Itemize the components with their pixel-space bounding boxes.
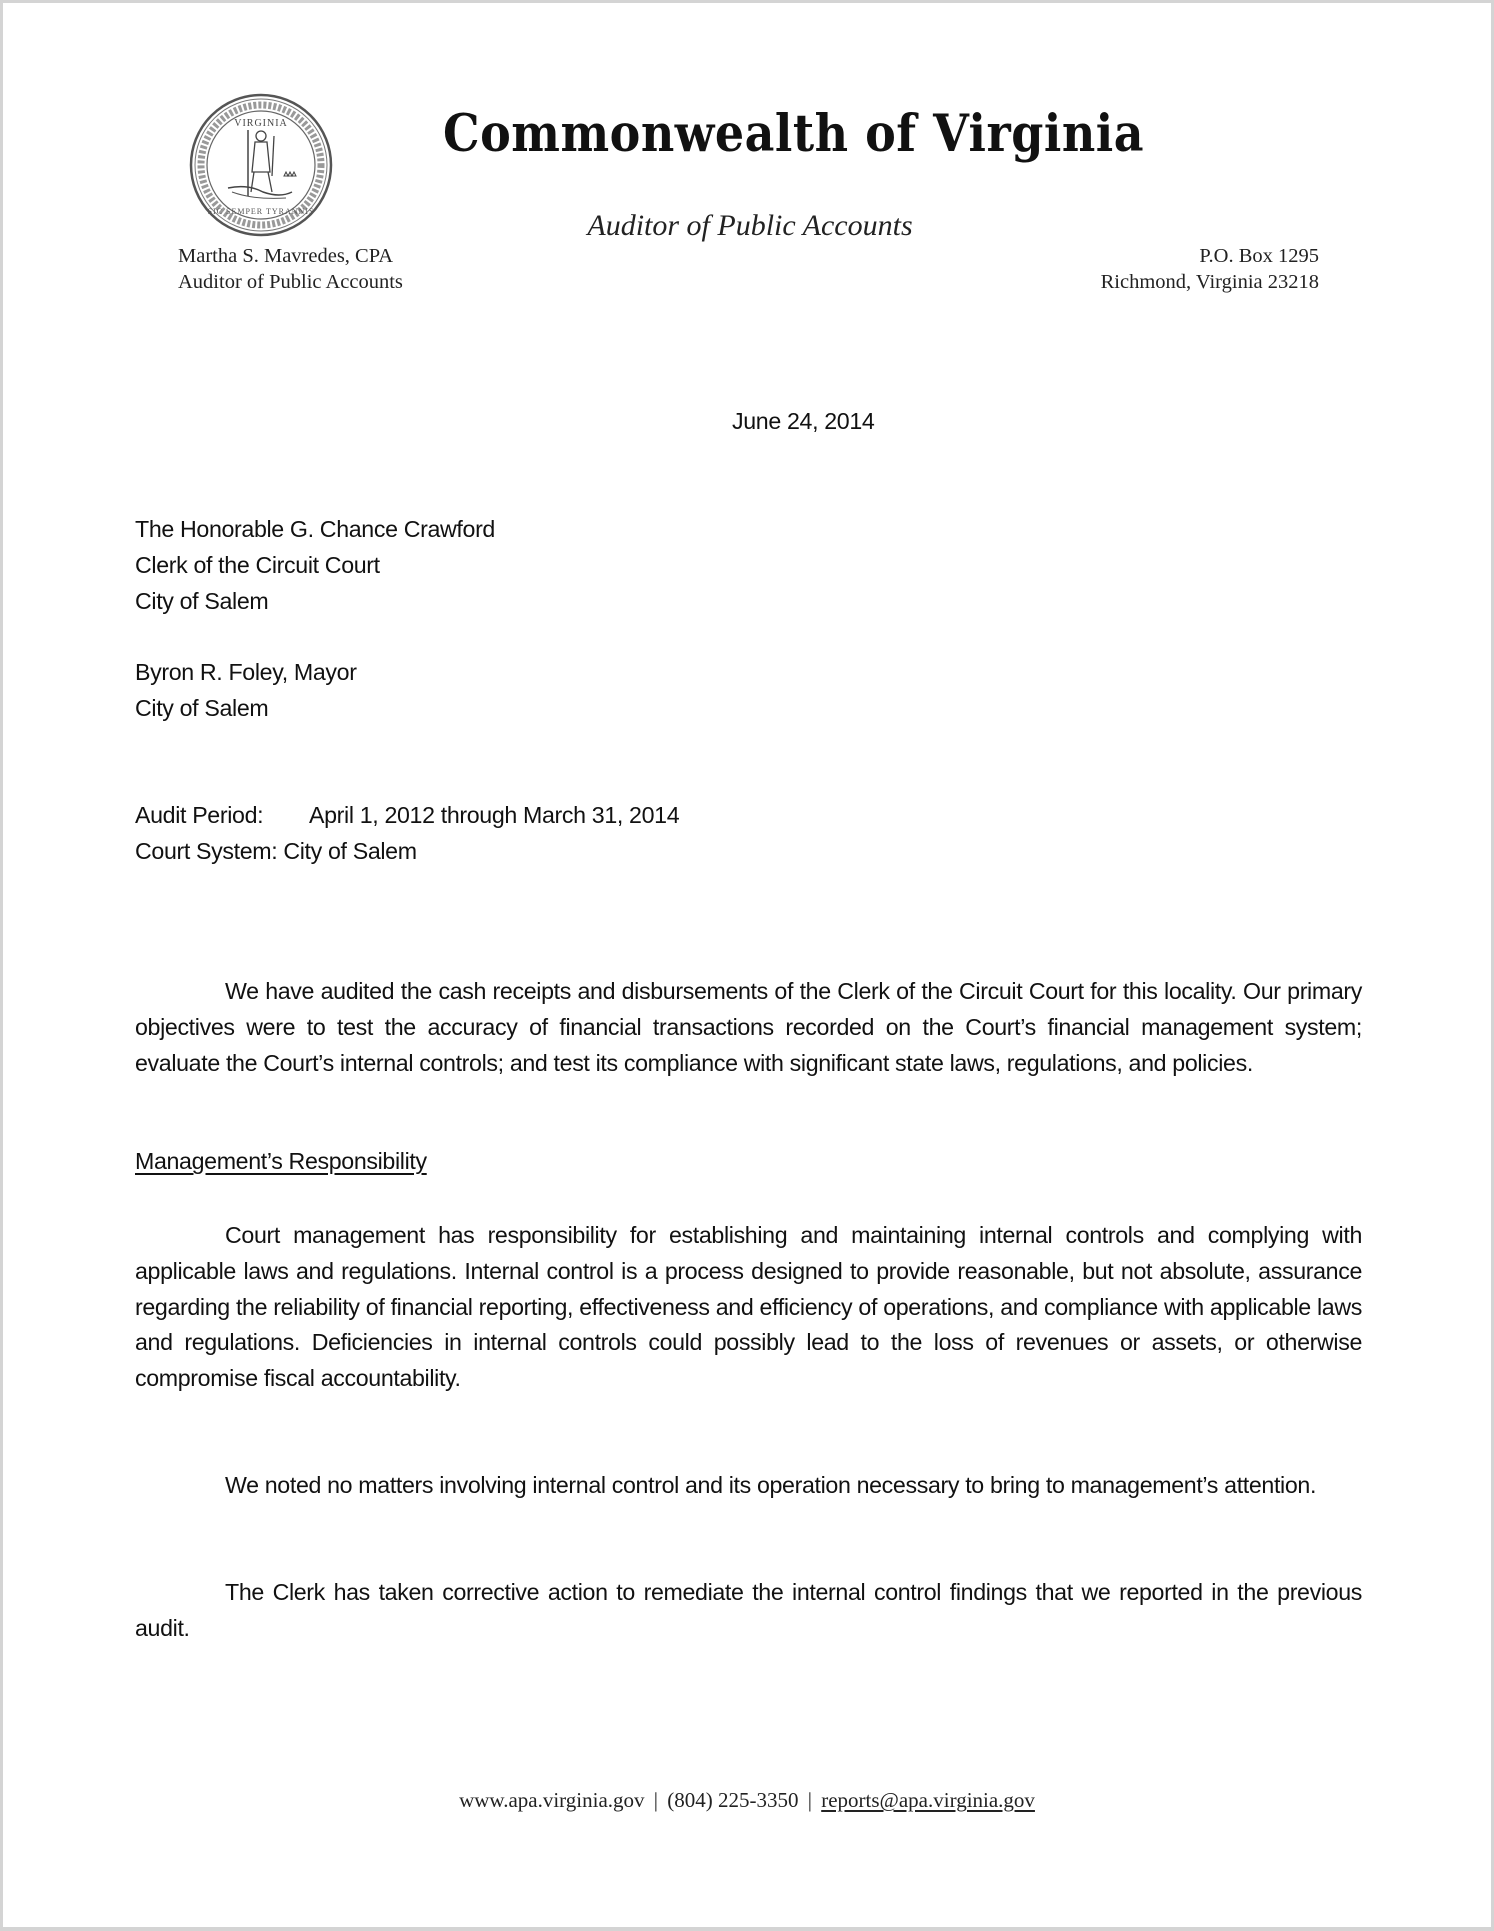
recipient-line: Byron R. Foley, Mayor	[135, 659, 357, 685]
court-system-value: City of Salem	[283, 838, 417, 864]
sender-position: Auditor of Public Accounts	[178, 271, 403, 293]
section-heading: Management’s Responsibility	[135, 1148, 427, 1174]
footer-phone: (804) 225-3350	[667, 1788, 799, 1812]
audit-period-row	[135, 797, 679, 833]
letterhead-subtitle: Auditor of Public Accounts	[587, 209, 913, 242]
footer-separator: |	[807, 1788, 812, 1812]
mailing-address	[1101, 243, 1319, 295]
letterhead-title: Commonwealth of Virginia	[443, 103, 1145, 164]
footer-website-link[interactable]: www.apa.virginia.gov	[459, 1788, 645, 1812]
footer-email-link[interactable]: reports@apa.virginia.gov	[821, 1788, 1035, 1812]
address-line-2: Richmond, Virginia 23218	[1100, 271, 1319, 293]
footer-contact	[3, 1788, 1491, 1813]
court-system-label: Court System:	[135, 838, 278, 864]
address-line-1: P.O. Box 1295	[1199, 245, 1319, 267]
recipient-line: The Honorable G. Chance Crawford	[135, 516, 495, 542]
svg-text:VIRGINIA: VIRGINIA	[234, 118, 288, 129]
audit-period-value: April 1, 2012 through March 31, 2014	[309, 802, 680, 828]
recipient-block-clerk	[135, 511, 495, 619]
virginia-state-seal-icon	[188, 92, 334, 238]
recipient-line: City of Salem	[135, 695, 269, 721]
sender-name: Martha S. Mavredes, CPA	[178, 245, 394, 267]
paragraph-audit-scope: We have audited the cash receipts and disbursements of the Clerk of the Circuit Court for this locality. Our primary objectives were to test the accuracy of financial transactions recorded on the Court’s financial management system; evaluate the Court’s internal controls; and test its compliance with significant state laws, regulations, and policies.	[135, 978, 1362, 1076]
svg-text:SIC SEMPER TYRANNIS: SIC SEMPER TYRANNIS	[207, 207, 315, 216]
footer-separator: |	[653, 1788, 658, 1812]
recipient-block-mayor	[135, 654, 357, 726]
letter-page	[3, 3, 1491, 1927]
recipient-line: City of Salem	[135, 588, 269, 614]
paragraph-no-matters: We noted no matters involving internal control and its operation necessary to bring to management’s attention.	[225, 1472, 1317, 1498]
audit-info	[135, 797, 679, 869]
court-system-row	[135, 833, 679, 869]
audit-period-label: Audit Period:	[135, 802, 264, 828]
sender-block	[178, 243, 403, 295]
letter-date: June 24, 2014	[732, 408, 875, 434]
paragraph-management-responsibility: Court management has responsibility for establishing and maintaining internal controls and complying with applicable laws and regulations. Internal control is a process designed to provide reasonable, but not absolute, assurance regarding the reliability of financial reporting, effectiveness and efficiency of operations, and compliance with applicable laws and regulations. Deficiencies in internal controls could possibly lead to the loss of revenues or assets, or otherwise compromise fiscal accountability.	[135, 1222, 1362, 1392]
recipient-line: Clerk of the Circuit Court	[135, 552, 380, 578]
paragraph-corrective-action: The Clerk has taken corrective action to remediate the internal control findings that we reported in the previous audit.	[135, 1579, 1362, 1641]
